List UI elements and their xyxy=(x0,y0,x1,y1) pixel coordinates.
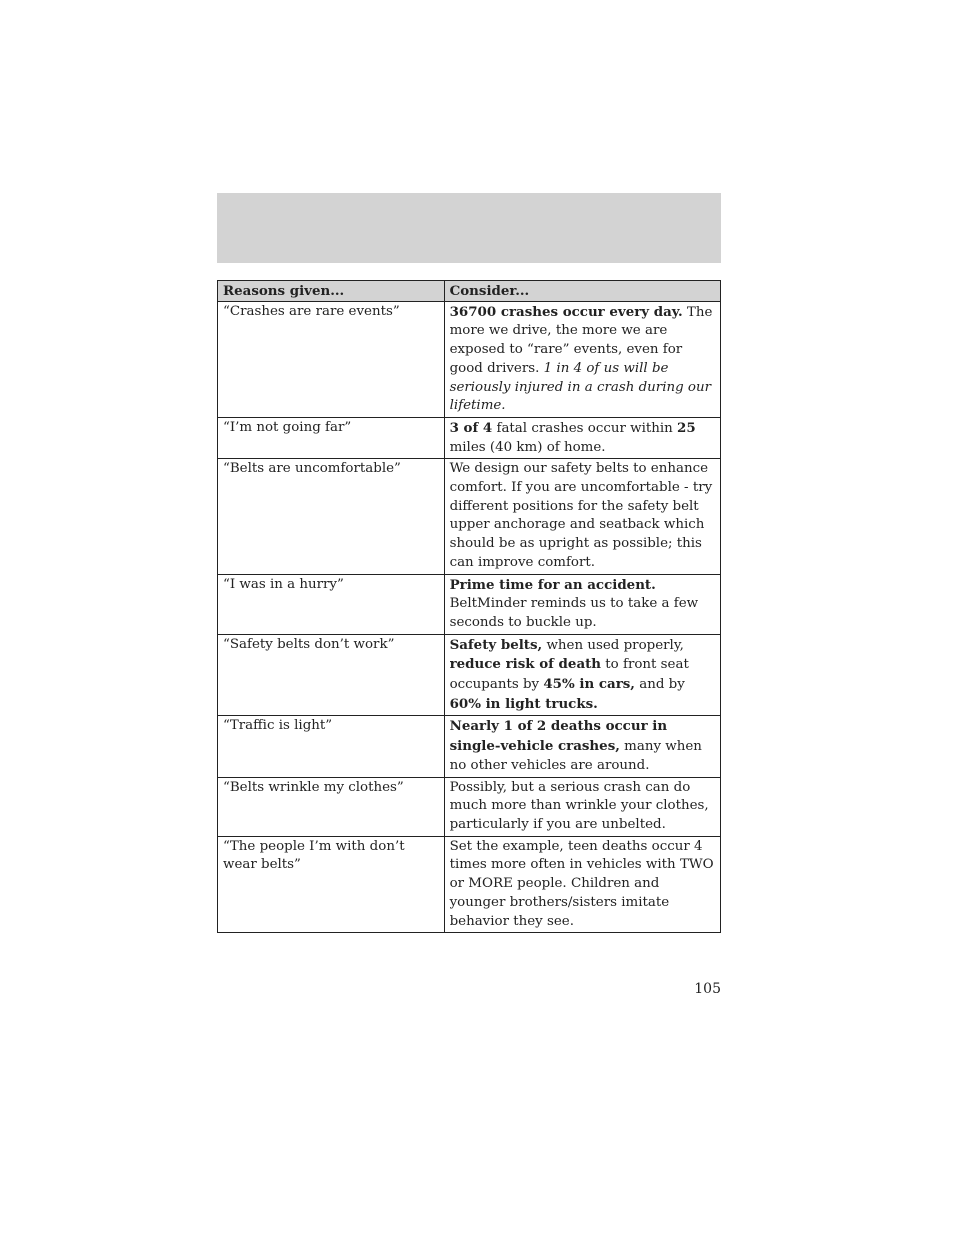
reason-cell: “Belts wrinkle my clothes” xyxy=(218,777,445,836)
consider-text-segment: 60% in light trucks. xyxy=(449,695,598,712)
table-row xyxy=(218,836,721,933)
column-header-reasons: Reasons given... xyxy=(218,281,445,302)
consider-text-segment: Safety belts, xyxy=(449,636,543,653)
reason-cell: “I was in a hurry” xyxy=(218,574,445,634)
consider-text-segment: 25 xyxy=(677,419,696,436)
consider-text-segment: Possibly, but a serious crash can do much more than wrinkle your clothes, particularly if you are unbelted. xyxy=(449,779,709,832)
consider-cell xyxy=(444,716,720,777)
column-header-consider: Consider... xyxy=(444,281,720,302)
table-row xyxy=(218,574,721,634)
consider-text-segment: 36700 crashes occur every day. xyxy=(449,303,683,320)
consider-cell xyxy=(444,301,720,417)
reason-cell: “Safety belts don’t work” xyxy=(218,634,445,716)
consider-text-segment: reduce risk of death xyxy=(449,656,602,673)
consider-cell xyxy=(444,634,720,716)
consider-cell xyxy=(444,417,720,458)
consider-text-segment: 1 in 4 of us will be seriously injured in a crash during our lifetime. xyxy=(449,360,712,414)
consider-text-segment: 3 of 4 xyxy=(449,419,493,436)
reason-cell: “Crashes are rare events” xyxy=(218,301,445,417)
consider-cell xyxy=(444,574,720,634)
reason-cell: “I’m not going far” xyxy=(218,417,445,458)
consider-text-segment: BeltMinder reminds us to take a few seconds to buckle up. xyxy=(449,596,699,630)
table-header-row xyxy=(218,281,721,302)
reasons-table xyxy=(217,280,721,933)
reason-cell: “Belts are uncomfortable” xyxy=(218,459,445,574)
consider-text-segment: The more we drive, the more we are exposed to “rare” events, even for good drivers. xyxy=(449,304,713,376)
consider-text-segment: and by xyxy=(634,677,685,693)
reason-cell: “The people I’m with don’t wear belts” xyxy=(218,836,445,933)
consider-cell xyxy=(444,777,720,836)
consider-cell xyxy=(444,459,720,574)
consider-text-segment: many when no other vehicles are around. xyxy=(449,739,702,773)
table-row xyxy=(218,417,721,458)
consider-text-segment: when used properly, xyxy=(542,637,684,653)
table-body xyxy=(218,301,721,933)
consider-text-segment: to front seat occupants by xyxy=(449,657,689,693)
consider-cell xyxy=(444,836,720,933)
section-header-band xyxy=(217,193,721,263)
reason-cell: “Traffic is light” xyxy=(218,716,445,777)
table-row xyxy=(218,301,721,417)
table-row xyxy=(218,634,721,716)
table-row xyxy=(218,716,721,777)
consider-text-segment: miles (40 km) of home. xyxy=(449,439,606,455)
table-row xyxy=(218,777,721,836)
consider-text-segment: fatal crashes occur within xyxy=(492,420,678,436)
consider-text-segment: Nearly 1 of 2 deaths occur in single-vehicle crashes, xyxy=(449,718,668,755)
consider-text-segment: We design our safety belts to enhance comfort. If you are uncomfortable - try different positions for the safety belt upper anchorage and seatback which should be as upright as possible; this can improve comfort. xyxy=(449,461,713,570)
consider-text-segment: 45% in cars, xyxy=(543,676,635,693)
consider-text-segment: Set the example, teen deaths occur 4 times more often in vehicles with TWO or MORE people. Children and younger brothers/sisters imitate behavior they see. xyxy=(449,838,714,929)
page-number: 105 xyxy=(694,981,721,997)
table-row xyxy=(218,459,721,574)
consider-text-segment: Prime time for an accident. xyxy=(449,576,656,593)
